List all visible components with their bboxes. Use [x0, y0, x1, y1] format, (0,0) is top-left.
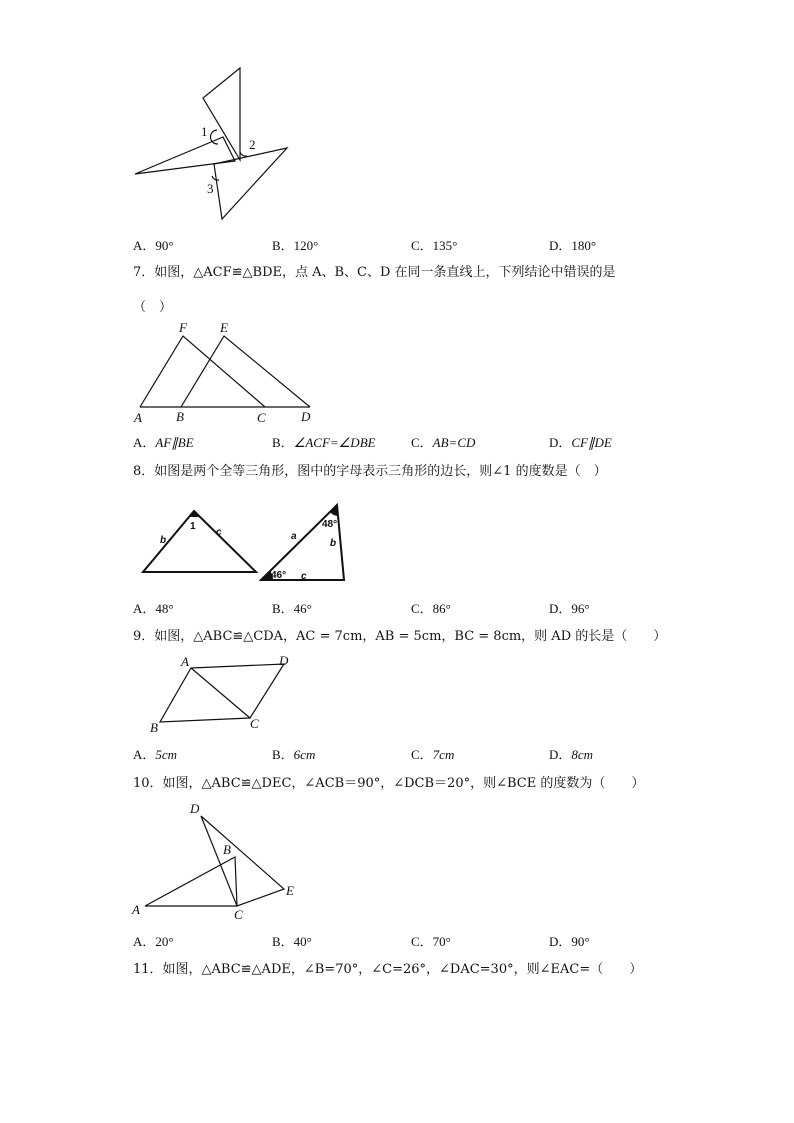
q9-label-a: A [181, 654, 189, 669]
q10-triangles-svg [128, 800, 303, 922]
q8-option-a[interactable]: A．48° [133, 601, 174, 616]
q8-option-c[interactable]: C．86° [411, 601, 451, 616]
q10-label-d: D [190, 801, 200, 816]
q7-label-f: F [179, 320, 187, 335]
q8-label-b-left: b [160, 535, 167, 546]
q7-option-b[interactable]: B．∠ACF=∠DBE [272, 435, 376, 450]
q7-triangles-svg [130, 318, 320, 428]
q10-option-d[interactable]: D．90° [549, 934, 590, 949]
q6-label-3: 3 [207, 181, 214, 196]
q6-figure [130, 62, 300, 224]
q7-label-b: B [176, 409, 184, 424]
q8-label-48deg: 48° [322, 519, 338, 530]
q8-label-1: 1 [190, 521, 196, 532]
q7-option-d[interactable]: D．CF∥DE [549, 435, 612, 450]
q9-text: 9．如图，△ABC≌△CDA，AC = 7cm，AB = 5cm，BC = 8cm，则 AD 的长是（ ） [133, 629, 667, 644]
q8-label-c-right: c [301, 571, 307, 582]
q10-text: 10．如图，△ABC≌△DEC，∠ACB＝90°，∠DCB＝20°，则∠BCE 的度数为（ ） [133, 776, 645, 791]
q9-option-a[interactable]: A．5cm [133, 747, 178, 762]
q6-lower-triangle [214, 148, 287, 219]
q7-label-e: E [220, 320, 228, 335]
q9-figure [145, 652, 300, 734]
q7-label-d: D [301, 409, 311, 424]
q9-option-d[interactable]: D．8cm [549, 747, 594, 762]
q8-options [133, 598, 693, 616]
q10-triangle-abc [145, 857, 237, 906]
q10-label-b: B [223, 842, 231, 857]
q10-triangle-dec [201, 816, 284, 906]
q7-options [133, 432, 693, 450]
q7-answer-paren: （ ） [133, 300, 173, 315]
q8-option-b[interactable]: B．46° [272, 601, 312, 616]
q9-label-b: B [150, 720, 158, 734]
q6-option-a[interactable]: A．90° [133, 238, 174, 253]
q10-options [133, 931, 693, 949]
q9-label-c: C [250, 716, 259, 731]
q6-left-triangle [135, 137, 235, 174]
q6-label-1: 1 [201, 124, 208, 139]
q10-option-c[interactable]: C．70° [411, 934, 451, 949]
q8-triangles-svg [138, 500, 353, 588]
q9-diagonal-ac [191, 668, 250, 718]
q9-parallelogram [160, 664, 284, 722]
q8-figure [138, 500, 353, 588]
q6-option-d[interactable]: D．180° [549, 238, 597, 253]
q7-figure [130, 318, 320, 428]
q6-options [133, 235, 693, 253]
q9-label-d: D [279, 653, 289, 668]
q7-text: 7．如图，△ACF≌△BDE，点 A、B、C、D 在同一条直线上，下列结论中错误的是 [133, 265, 616, 280]
q8-option-d[interactable]: D．96° [549, 601, 590, 616]
q7-option-a[interactable]: A．AF∥BE [133, 435, 194, 450]
q7-label-a: A [134, 410, 142, 425]
q7-option-c[interactable]: C．AB=CD [411, 435, 476, 450]
q10-label-e: E [286, 883, 294, 898]
q10-option-a[interactable]: A．20° [133, 934, 174, 949]
q8-label-b-right: b [330, 538, 337, 549]
q10-option-b[interactable]: B．40° [272, 934, 312, 949]
q6-upper-triangle [203, 68, 240, 160]
q7-triangle-bde [181, 336, 310, 407]
q8-label-46deg: 46° [271, 570, 287, 581]
q6-triangles-svg [130, 62, 300, 224]
q9-option-c[interactable]: C．7cm [411, 747, 455, 762]
q6-option-b[interactable]: B．120° [272, 238, 319, 253]
q8-label-a-right: a [291, 531, 297, 542]
q9-options [133, 744, 693, 762]
q10-label-c: C [234, 907, 243, 922]
q6-option-c[interactable]: C．135° [411, 238, 458, 253]
q6-angle2-arc [240, 152, 247, 156]
q11-text: 11．如图，△ABC≌△ADE，∠B=70°，∠C=26°，∠DAC=30°，则∠EAC=（ ） [133, 962, 643, 977]
q7-label-c: C [257, 410, 266, 425]
q6-label-2: 2 [249, 137, 256, 152]
q10-label-a: A [132, 902, 140, 917]
q9-parallelogram-svg [145, 652, 300, 734]
q8-text: 8．如图是两个全等三角形，图中的字母表示三角形的边长，则∠1 的度数是（ ） [133, 464, 607, 479]
q8-label-c-left: c [216, 527, 222, 538]
q10-figure [128, 800, 303, 922]
q9-option-b[interactable]: B．6cm [272, 747, 316, 762]
